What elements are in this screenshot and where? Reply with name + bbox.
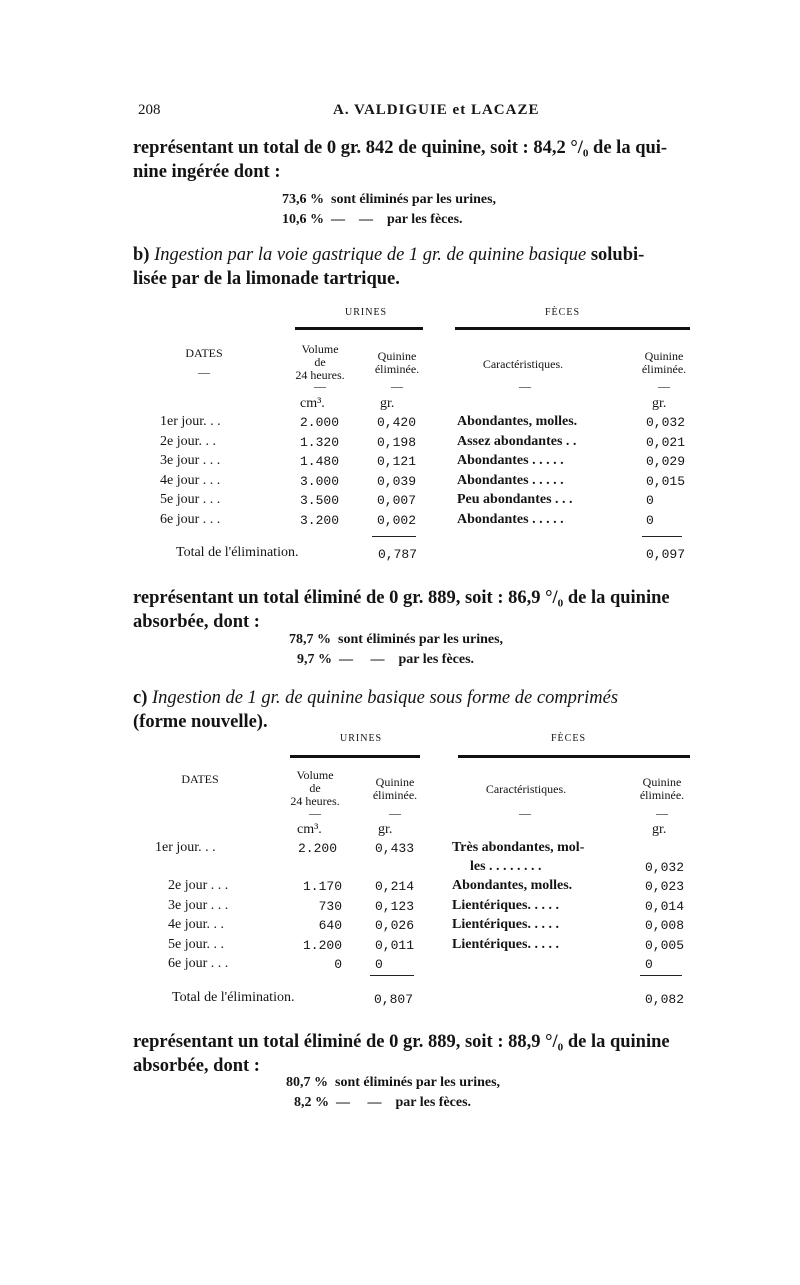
t2-dash-3: — [519, 806, 531, 820]
t2-row-caract: Lientériques. . . . . [452, 897, 559, 913]
t2-brace-feces [458, 755, 690, 758]
t1-brace-feces [455, 327, 690, 330]
t1-row-day: 2e jour. . . [160, 433, 216, 449]
t1-row-volume: 3.500 [300, 493, 340, 508]
after-c-urines: 80,7 % sont éliminés par les urines, [286, 1075, 501, 1090]
t1-row-quinine-feces: 0 [646, 512, 654, 528]
t2-row-caract: Abondantes, molles. [452, 878, 573, 893]
t1-total-rule-feces [642, 536, 682, 537]
t1-row-quinine-feces: 0,032 [646, 415, 686, 430]
t1-row-volume: 3.200 [300, 512, 340, 528]
t1-row-day: 6e jour . . . [160, 511, 221, 527]
t2-row-day: 5e jour. . . [168, 936, 224, 952]
t2-row-day: 4e jour. . . [168, 917, 224, 932]
t1-row-caract: Abondantes . . . . . [457, 453, 564, 468]
t1-unit-gr2: gr. [652, 396, 667, 411]
t1-row-quinine: 0,121 [377, 454, 417, 469]
section-b-line-1 [133, 243, 723, 267]
page-number: 208 [138, 102, 161, 118]
t1-unit-volume: cm³. [300, 396, 325, 411]
t2-row-day: 6e jour . . . [168, 956, 229, 971]
t1-dash-1: — [314, 379, 326, 393]
t1-row-day: 5e jour . . . [160, 492, 221, 507]
t1-col-caract: Caractéristiques. [482, 357, 564, 371]
t2-total-feces: 0,082 [645, 992, 685, 1007]
t2-brace-urines [290, 755, 420, 758]
t2-dash-1: — [309, 806, 321, 820]
t1-col-quinine-feces: Quinine éliminée. [641, 349, 687, 376]
t2-row-day: 3e jour . . . [168, 897, 229, 913]
t1-row-day: 4e jour . . . [160, 472, 221, 488]
t1-row-day: 1er jour. . . [160, 414, 221, 429]
after-b-urines: 78,7 % sont éliminés par les urines, [289, 632, 504, 647]
section-b-rest: solubi- [590, 245, 645, 265]
t2-row-quinine-feces: 0,014 [645, 898, 685, 914]
t2-row-day: 2e jour . . . [168, 878, 229, 893]
t2-row-volume: 1.200 [302, 937, 342, 953]
section-b-line-2: lisée par de la limonade tartrique. [133, 269, 400, 289]
t1-total-urines: 0,787 [378, 547, 418, 562]
after-b-line-1: représentant un total éliminé de 0 gr. 889, soit : 86,9 °/₀ de la quinine [133, 588, 670, 608]
t2-col-dates: DATES [181, 772, 219, 786]
t2-row-volume: 0 [334, 957, 342, 972]
t2-row-caract: Lientériques. . . . . [452, 936, 559, 952]
t1-row-caract: Abondantes . . . . . [457, 472, 564, 488]
t1-row-caract: Peu abondantes . . . [457, 492, 573, 507]
t2-row1-quinine: 0,433 [375, 841, 415, 856]
t2-row1-caract-b: les . . . . . . . . [470, 859, 542, 874]
t1-col-quinine: Quinine éliminée. [374, 349, 420, 376]
running-head: A. VALDIGUIE et LACAZE [333, 102, 540, 118]
t2-row-caract: Lientériques. . . . . [452, 917, 559, 932]
t1-row-quinine-feces: 0,021 [646, 434, 686, 450]
t1-col-dates-dash: — [198, 365, 210, 379]
t2-total-rule-urines [370, 975, 414, 976]
page-header [138, 102, 718, 122]
t2-total-label: Total de l'élimination. [172, 990, 295, 1005]
t2-unit-gr: gr. [378, 822, 393, 837]
t2-row-volume: 640 [318, 918, 342, 933]
t1-row-quinine: 0,039 [377, 473, 417, 489]
t2-row-quinine: 0 [375, 957, 383, 972]
after-c-line-2: absorbée, dont : [133, 1056, 260, 1076]
t2-total-urines: 0,807 [374, 992, 414, 1007]
t2-unit-volume: cm³. [297, 822, 322, 837]
after-b-line-2: absorbée, dont : [133, 612, 260, 632]
t1-row-volume: 2.000 [300, 415, 340, 430]
t1-dash-2: — [391, 379, 403, 393]
t2-group-urines: URINES [340, 733, 383, 744]
t1-brace-urines [295, 327, 423, 330]
t2-row-quinine: 0,011 [375, 937, 415, 953]
t2-row-volume: 730 [318, 898, 342, 914]
t2-col-quinine-feces: Quinine éliminée. [639, 775, 685, 802]
t2-row-volume: 1.170 [302, 879, 342, 894]
t2-group-feces: FÈCES [551, 733, 587, 744]
t2-row1-volume: 2.200 [298, 841, 338, 856]
t2-row-quinine: 0,026 [375, 918, 415, 933]
t1-unit-gr: gr. [380, 396, 395, 411]
t2-row1-caract-a: Très abondantes, mol- [452, 840, 585, 855]
section-c-letter: c) [133, 688, 148, 708]
intro-urines: 73,6 % sont éliminés par les urines, [282, 192, 497, 207]
t1-col-dates: DATES [185, 346, 223, 360]
t1-col-volume: Volume de 24 heures. [295, 342, 345, 382]
after-b-feces: 9,7 % — — par les fèces. [297, 652, 475, 667]
t2-dash-4: — [656, 806, 668, 820]
t2-row-quinine-feces: 0,023 [645, 879, 685, 894]
t2-row-quinine-feces: 0,005 [645, 937, 685, 953]
section-c-line-1 [133, 686, 723, 710]
t1-row-volume: 1.480 [300, 454, 340, 469]
t2-row-quinine: 0,123 [375, 898, 415, 914]
t1-group-urines: URINES [345, 307, 388, 318]
intro-line-1: représentant un total de 0 gr. 842 de quinine, soit : 84,2 °/₀ de la qui- [133, 138, 668, 158]
t1-total-rule-urines [372, 536, 416, 537]
t2-unit-gr2: gr. [652, 822, 667, 837]
t1-total-label: Total de l'élimination. [176, 545, 299, 560]
t2-row-quinine-feces: 0 [645, 957, 653, 972]
section-b-letter: b) [133, 245, 150, 265]
t1-total-feces: 0,097 [646, 547, 686, 562]
t1-row-quinine: 0,007 [377, 493, 417, 508]
t1-row-volume: 3.000 [300, 473, 340, 489]
t2-col-caract: Caractéristiques. [485, 782, 567, 796]
t1-row-caract: Abondantes . . . . . [457, 511, 564, 527]
t2-row-quinine: 0,214 [375, 879, 415, 894]
intro-feces: 10,6 % — — par les fèces. [282, 212, 463, 227]
t1-row-quinine-feces: 0 [646, 493, 654, 508]
t1-row-volume: 1.320 [300, 434, 340, 450]
after-c-line-1: représentant un total éliminé de 0 gr. 889, soit : 88,9 °/₀ de la quinine [133, 1032, 670, 1052]
t2-row-quinine-feces: 0,008 [645, 918, 685, 933]
t1-row-quinine: 0,420 [377, 415, 417, 430]
t1-row-quinine-feces: 0,029 [646, 454, 686, 469]
t2-row1-quinine-feces: 0,032 [645, 860, 685, 875]
t2-dash-2: — [389, 806, 401, 820]
after-c-feces: 8,2 % — — par les fèces. [294, 1095, 472, 1110]
t2-row1-day: 1er jour. . . [155, 840, 216, 855]
t2-col-quinine: Quinine éliminée. [372, 775, 418, 802]
intro-line-2: nine ingérée dont : [133, 162, 281, 182]
t1-row-caract: Assez abondantes . . [457, 433, 577, 449]
t1-row-quinine: 0,002 [377, 512, 417, 528]
section-b-italic: Ingestion par la voie gastrique de 1 gr. de quinine basique [154, 245, 587, 265]
t1-row-quinine: 0,198 [377, 434, 417, 450]
t1-dash-4: — [658, 379, 670, 393]
t1-dash-3: — [519, 379, 531, 393]
t1-row-day: 3e jour . . . [160, 453, 221, 468]
section-c-italic: Ingestion de 1 gr. de quinine basique sous forme de comprimés [152, 688, 619, 708]
t1-group-feces: FÈCES [545, 307, 581, 318]
t2-col-volume: Volume de 24 heures. [290, 768, 340, 808]
t2-total-rule-feces [640, 975, 682, 976]
t1-row-quinine-feces: 0,015 [646, 473, 686, 489]
section-c-line-2: (forme nouvelle). [133, 712, 268, 732]
t1-row-caract: Abondantes, molles. [457, 414, 578, 429]
